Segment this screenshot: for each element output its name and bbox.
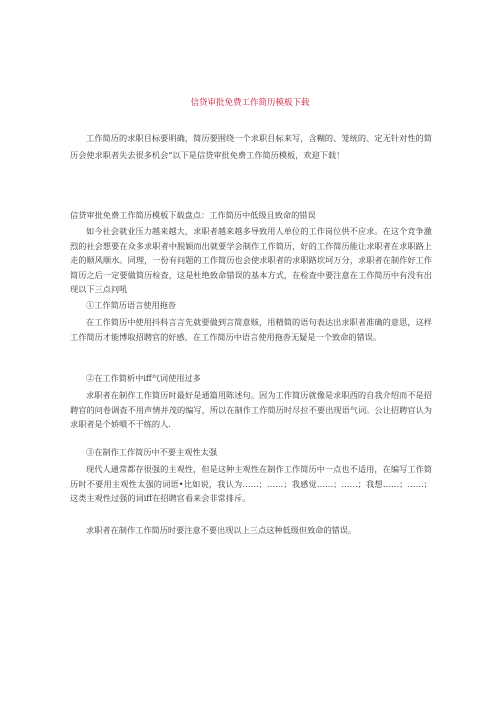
body-paragraph-2: 在工作简历中使用抖科言言先就要做到言简意赅，用精简的语句表达出求职者准确的意思，这样工作简历才能博取招聘官的好感，在工作简历中语言使用拖沓无疑是一个致命的错误。 (70, 317, 432, 342)
section-heading: 信贷审批免费工作简历模板下载盘点：工作简历中低级且致命的错误 (70, 210, 316, 220)
body-paragraph-3: 求职者在制作工作简历时最好是通篇用陈述句。因为工作简历就像是求职西的自我介绍而不是招聘官的问卷调查不用声情并茂的编写，所以在制作工作简历时尽拉不要出现语气词。公让招聘官认为求职者是个娇噴不干练的人. (70, 390, 432, 430)
list-item-3-heading: ③在制作工作简历中不要主观性太强 (86, 447, 218, 457)
list-item-2-heading: ②在工作简析中iff气词使用过多 (86, 373, 201, 383)
list-item-1-heading: ①工作简历语言使用拖沓 (86, 300, 177, 310)
closing-paragraph: 求职者在制作工作简历时要注意不要出现以上三点这种低级但致命的错误。 (86, 525, 357, 535)
body-paragraph-4: 现代人通常都存很强的主观性，但是这种主观性在制作工作简历中一点也不适用，在编写工作简历时不要用主观性太强的词语•比如说，我认为……；……；我感觉……；……；我想……；……；这类主观性过强的词iff在招聘官看来会非常排斥。 (70, 464, 432, 504)
body-paragraph-1: 如今社会就业压力越来越大，求职者越来越多导致用人单位的工作岗位供不应求。在这个竞争激烈的社会想要在众多求职者中脱颖而出就要学会制作工作简历，好的工作简历能让求职者在求职路上走的顺风顺水。同理，一份有问题的工作简历也会使求职者的求职路坎坷万分，求职者在制作好工作简历之后一定要做简历检查，这是杜绝致命错误的基本方式，在检查中要注意在工作简历中有没有出现以下三点问吼 (70, 226, 432, 295)
intro-paragraph: 工作简历的求职目标要明确，简历要围绕一个求职目标来写，含糊的、笼统的、定无针对性的简历会使求职者失去很多机会“以下是信贷审批免费工作简历模板，欢迎下载！ (70, 133, 432, 160)
document-title: 信贷审批免费工作简历模板下载 (190, 98, 310, 108)
